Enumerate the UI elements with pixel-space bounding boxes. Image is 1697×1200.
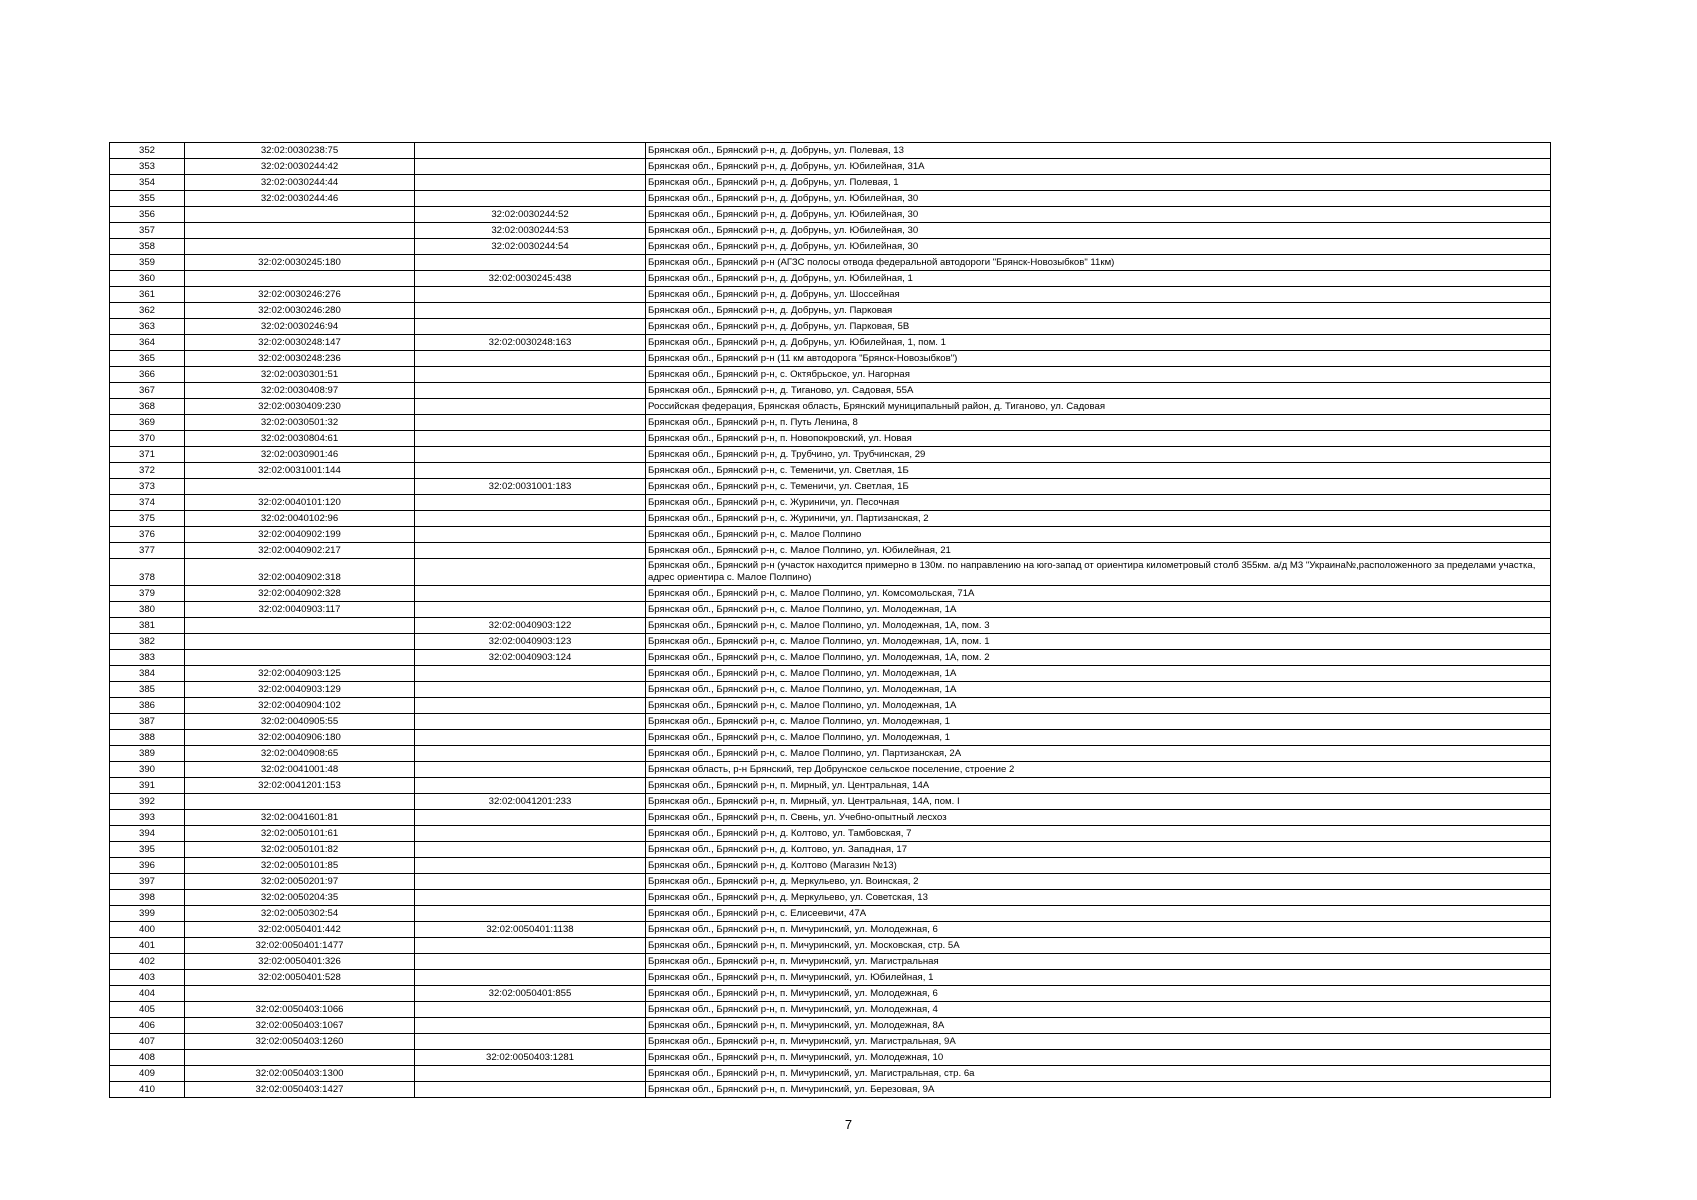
address-cell: Брянская обл., Брянский р-н, д. Добрунь, ул. Юбилейная, 30 (646, 239, 1551, 255)
premises-cadastral-number-cell: 32:02:0040903:124 (415, 650, 646, 666)
address-cell: Брянская обл., Брянский р-н, с. Малое Полпино, ул. Молодежная, 1 (646, 714, 1551, 730)
cadastral-number-cell (185, 794, 415, 810)
cadastral-number-cell (185, 618, 415, 634)
premises-cadastral-number-cell: 32:02:0031001:183 (415, 479, 646, 495)
cadastral-number-cell: 32:02:0050403:1067 (185, 1018, 415, 1034)
cadastral-number-cell: 32:02:0030245:180 (185, 255, 415, 271)
row-number-cell: 402 (110, 954, 185, 970)
row-number-cell: 399 (110, 906, 185, 922)
cadastral-number-cell: 32:02:0030408:97 (185, 383, 415, 399)
address-cell: Брянская обл., Брянский р-н, д. Добрунь, ул. Юбилейная, 31А (646, 159, 1551, 175)
cadastral-number-cell: 32:02:0050204:35 (185, 890, 415, 906)
cadastral-number-cell: 32:02:0030246:94 (185, 319, 415, 335)
cadastral-number-cell: 32:02:0040101:120 (185, 495, 415, 511)
premises-cadastral-number-cell: 32:02:0030244:52 (415, 207, 646, 223)
address-cell: Брянская обл., Брянский р-н, п. Мичуринский, ул. Молодежная, 8А (646, 1018, 1551, 1034)
premises-cadastral-number-cell (415, 602, 646, 618)
row-number-cell: 387 (110, 714, 185, 730)
table-row (110, 223, 1551, 239)
address-cell: Брянская обл., Брянский р-н, д. Добрунь, ул. Юбилейная, 1 (646, 271, 1551, 287)
table-row (110, 1034, 1551, 1050)
row-number-cell: 379 (110, 586, 185, 602)
cadastral-number-cell: 32:02:0050401:442 (185, 922, 415, 938)
premises-cadastral-number-cell (415, 415, 646, 431)
cadastral-number-cell: 32:02:0050101:85 (185, 858, 415, 874)
address-cell: Брянская обл., Брянский р-н, с. Журиничи, ул. Партизанская, 2 (646, 511, 1551, 527)
cadastral-number-cell (185, 271, 415, 287)
table-row (110, 986, 1551, 1002)
address-cell: Брянская обл., Брянский р-н, п. Мичуринский, ул. Молодежная, 10 (646, 1050, 1551, 1066)
table-body (110, 143, 1551, 1098)
table-row (110, 175, 1551, 191)
table-row (110, 714, 1551, 730)
premises-cadastral-number-cell: 32:02:0040903:123 (415, 634, 646, 650)
row-number-cell: 352 (110, 143, 185, 159)
cadastral-number-cell (185, 634, 415, 650)
row-number-cell: 368 (110, 399, 185, 415)
cadastral-number-cell: 32:02:0040905:55 (185, 714, 415, 730)
address-cell: Российская федерация, Брянская область, Брянский муниципальный район, д. Тиганово, ул. Садовая (646, 399, 1551, 415)
cadastral-number-cell: 32:02:0040903:129 (185, 682, 415, 698)
premises-cadastral-number-cell: 32:02:0040903:122 (415, 618, 646, 634)
premises-cadastral-number-cell: 32:02:0030245:438 (415, 271, 646, 287)
premises-cadastral-number-cell (415, 874, 646, 890)
address-cell: Брянская обл., Брянский р-н, д. Добрунь, ул. Парковая, 5В (646, 319, 1551, 335)
address-cell: Брянская обл., Брянский р-н, с. Теменичи, ул. Светлая, 1Б (646, 463, 1551, 479)
table-row (110, 335, 1551, 351)
table-row (110, 431, 1551, 447)
address-cell: Брянская обл., Брянский р-н, с. Малое Полпино (646, 527, 1551, 543)
premises-cadastral-number-cell (415, 399, 646, 415)
address-cell: Брянская обл., Брянский р-н, д. Колтово, ул. Тамбовская, 7 (646, 826, 1551, 842)
cadastral-number-cell (185, 650, 415, 666)
table-row (110, 650, 1551, 666)
premises-cadastral-number-cell (415, 319, 646, 335)
cadastral-number-cell (185, 239, 415, 255)
row-number-cell: 390 (110, 762, 185, 778)
address-cell: Брянская обл., Брянский р-н, п. Мичуринский, ул. Молодежная, 4 (646, 1002, 1551, 1018)
address-cell: Брянская обл., Брянский р-н, д. Добрунь, ул. Юбилейная, 30 (646, 207, 1551, 223)
address-cell: Брянская обл., Брянский р-н, д. Добрунь, ул. Парковая (646, 303, 1551, 319)
row-number-cell: 381 (110, 618, 185, 634)
row-number-cell: 356 (110, 207, 185, 223)
premises-cadastral-number-cell (415, 970, 646, 986)
table-row (110, 1050, 1551, 1066)
row-number-cell: 404 (110, 986, 185, 1002)
premises-cadastral-number-cell (415, 810, 646, 826)
row-number-cell: 396 (110, 858, 185, 874)
premises-cadastral-number-cell (415, 367, 646, 383)
table-row (110, 938, 1551, 954)
cadastral-number-cell: 32:02:0050101:61 (185, 826, 415, 842)
address-cell: Брянская обл., Брянский р-н, д. Добрунь, ул. Полевая, 13 (646, 143, 1551, 159)
cadastral-number-cell: 32:02:0041201:153 (185, 778, 415, 794)
premises-cadastral-number-cell (415, 287, 646, 303)
row-number-cell: 365 (110, 351, 185, 367)
table-row (110, 954, 1551, 970)
premises-cadastral-number-cell: 32:02:0030244:53 (415, 223, 646, 239)
table-row (110, 191, 1551, 207)
row-number-cell: 383 (110, 650, 185, 666)
cadastral-number-cell: 32:02:0050401:326 (185, 954, 415, 970)
premises-cadastral-number-cell (415, 511, 646, 527)
table-row (110, 287, 1551, 303)
row-number-cell: 369 (110, 415, 185, 431)
address-cell: Брянская обл., Брянский р-н, с. Малое Полпино, ул. Юбилейная, 21 (646, 543, 1551, 559)
cadastral-number-cell: 32:02:0030901:46 (185, 447, 415, 463)
premises-cadastral-number-cell (415, 463, 646, 479)
address-cell: Брянская область, р-н Брянский, тер Добрунское сельское поселение, строение 2 (646, 762, 1551, 778)
row-number-cell: 393 (110, 810, 185, 826)
address-cell: Брянская обл., Брянский р-н, п. Мичуринский, ул. Молодежная, 6 (646, 922, 1551, 938)
premises-cadastral-number-cell (415, 255, 646, 271)
row-number-cell: 392 (110, 794, 185, 810)
row-number-cell: 380 (110, 602, 185, 618)
page-number: 7 (844, 1117, 853, 1132)
cadastral-number-cell: 32:02:0030238:75 (185, 143, 415, 159)
cadastral-number-cell: 32:02:0030409:230 (185, 399, 415, 415)
row-number-cell: 408 (110, 1050, 185, 1066)
cadastral-number-cell: 32:02:0030244:42 (185, 159, 415, 175)
cadastral-number-cell (185, 1050, 415, 1066)
address-cell: Брянская обл., Брянский р-н, с. Малое Полпино, ул. Молодежная, 1А (646, 666, 1551, 682)
cadastral-number-cell: 32:02:0040902:328 (185, 586, 415, 602)
address-cell: Брянская обл., Брянский р-н, д. Меркульево, ул. Воинская, 2 (646, 874, 1551, 890)
premises-cadastral-number-cell (415, 682, 646, 698)
table-row (110, 495, 1551, 511)
premises-cadastral-number-cell (415, 954, 646, 970)
table-row (110, 415, 1551, 431)
address-cell: Брянская обл., Брянский р-н, п. Мичуринский, ул. Молодежная, 6 (646, 986, 1551, 1002)
table-row (110, 143, 1551, 159)
address-cell: Брянская обл., Брянский р-н, с. Малое Полпино, ул. Комсомольская, 71А (646, 586, 1551, 602)
address-cell: Брянская обл., Брянский р-н, п. Мичуринский, ул. Московская, стр. 5А (646, 938, 1551, 954)
table-row (110, 842, 1551, 858)
row-number-cell: 374 (110, 495, 185, 511)
cadastral-number-cell: 32:02:0030244:46 (185, 191, 415, 207)
cadastral-number-cell: 32:02:0040904:102 (185, 698, 415, 714)
row-number-cell: 391 (110, 778, 185, 794)
address-cell: Брянская обл., Брянский р-н, д. Колтово, ул. Западная, 17 (646, 842, 1551, 858)
address-cell: Брянская обл., Брянский р-н, с. Теменичи, ул. Светлая, 1Б (646, 479, 1551, 495)
row-number-cell: 358 (110, 239, 185, 255)
table-row (110, 559, 1551, 586)
table-row (110, 367, 1551, 383)
table-row (110, 1002, 1551, 1018)
address-cell: Брянская обл., Брянский р-н, д. Добрунь, ул. Юбилейная, 30 (646, 191, 1551, 207)
table-row (110, 890, 1551, 906)
row-number-cell: 375 (110, 511, 185, 527)
address-cell: Брянская обл., Брянский р-н, с. Малое Полпино, ул. Молодежная, 1 (646, 730, 1551, 746)
premises-cadastral-number-cell (415, 730, 646, 746)
address-cell: Брянская обл., Брянский р-н, п. Мичуринский, ул. Магистральная, стр. 6а (646, 1066, 1551, 1082)
row-number-cell: 362 (110, 303, 185, 319)
address-cell: Брянская обл., Брянский р-н, п. Свень, ул. Учебно-опытный лесхоз (646, 810, 1551, 826)
table-row (110, 970, 1551, 986)
table-row (110, 303, 1551, 319)
table-row (110, 794, 1551, 810)
row-number-cell: 357 (110, 223, 185, 239)
cadastral-number-cell: 32:02:0041001:48 (185, 762, 415, 778)
row-number-cell: 385 (110, 682, 185, 698)
cadastral-number-cell: 32:02:0030248:236 (185, 351, 415, 367)
premises-cadastral-number-cell: 32:02:0050401:1138 (415, 922, 646, 938)
row-number-cell: 376 (110, 527, 185, 543)
premises-cadastral-number-cell: 32:02:0030244:54 (415, 239, 646, 255)
cadastral-number-cell: 32:02:0040902:318 (185, 559, 415, 586)
premises-cadastral-number-cell (415, 159, 646, 175)
table-row (110, 255, 1551, 271)
cadastral-number-cell: 32:02:0050401:528 (185, 970, 415, 986)
cadastral-number-cell: 32:02:0030244:44 (185, 175, 415, 191)
address-cell: Брянская обл., Брянский р-н, д. Тиганово, ул. Садовая, 55А (646, 383, 1551, 399)
row-number-cell: 397 (110, 874, 185, 890)
table-row (110, 543, 1551, 559)
premises-cadastral-number-cell (415, 906, 646, 922)
address-cell: Брянская обл., Брянский р-н, с. Малое Полпино, ул. Молодежная, 1А (646, 698, 1551, 714)
cadastral-number-cell (185, 986, 415, 1002)
cadastral-number-cell: 32:02:0040102:96 (185, 511, 415, 527)
premises-cadastral-number-cell (415, 559, 646, 586)
row-number-cell: 406 (110, 1018, 185, 1034)
cadastral-number-cell: 32:02:0040902:217 (185, 543, 415, 559)
address-cell: Брянская обл., Брянский р-н, с. Малое Полпино, ул. Молодежная, 1А, пом. 1 (646, 634, 1551, 650)
address-cell: Брянская обл., Брянский р-н, с. Журиничи, ул. Песочная (646, 495, 1551, 511)
row-number-cell: 371 (110, 447, 185, 463)
table-row (110, 682, 1551, 698)
row-number-cell: 384 (110, 666, 185, 682)
address-cell: Брянская обл., Брянский р-н, д. Добрунь, ул. Юбилейная, 1, пом. 1 (646, 335, 1551, 351)
table-row (110, 319, 1551, 335)
row-number-cell: 407 (110, 1034, 185, 1050)
cadastral-number-cell: 32:02:0040903:125 (185, 666, 415, 682)
address-cell: Брянская обл., Брянский р-н, д. Добрунь, ул. Шоссейная (646, 287, 1551, 303)
table-row (110, 511, 1551, 527)
address-cell: Брянская обл., Брянский р-н, с. Малое Полпино, ул. Молодежная, 1А (646, 682, 1551, 698)
premises-cadastral-number-cell (415, 698, 646, 714)
address-cell: Брянская обл., Брянский р-н (участок находится примерно в 130м. по направлению на юго-запад от ориентира километровый столб 355км. а/д М3 "Украина№,расположенного за пределами участка, адрес ориентира с. Малое Полпино) (646, 559, 1551, 586)
premises-cadastral-number-cell: 32:02:0050403:1281 (415, 1050, 646, 1066)
row-number-cell: 388 (110, 730, 185, 746)
premises-cadastral-number-cell (415, 495, 646, 511)
address-cell: Брянская обл., Брянский р-н (АГЗС полосы отвода федеральной автодороги "Брянск-Новозыбков" 11км) (646, 255, 1551, 271)
cadastral-number-cell: 32:02:0031001:144 (185, 463, 415, 479)
premises-cadastral-number-cell (415, 714, 646, 730)
cadastral-number-cell: 32:02:0050403:1066 (185, 1002, 415, 1018)
premises-cadastral-number-cell: 32:02:0050401:855 (415, 986, 646, 1002)
address-cell: Брянская обл., Брянский р-н, п. Мирный, ул. Центральная, 14А, пом. I (646, 794, 1551, 810)
table-row (110, 810, 1551, 826)
table-row (110, 730, 1551, 746)
cadastral-number-cell: 32:02:0050403:1260 (185, 1034, 415, 1050)
row-number-cell: 364 (110, 335, 185, 351)
cadastral-number-cell: 32:02:0030246:276 (185, 287, 415, 303)
table-row (110, 634, 1551, 650)
row-number-cell: 353 (110, 159, 185, 175)
cadastral-number-cell: 32:02:0050101:82 (185, 842, 415, 858)
address-cell: Брянская обл., Брянский р-н, с. Малое Полпино, ул. Молодежная, 1А (646, 602, 1551, 618)
table-row (110, 1018, 1551, 1034)
address-cell: Брянская обл., Брянский р-н, д. Добрунь, ул. Юбилейная, 30 (646, 223, 1551, 239)
address-cell: Брянская обл., Брянский р-н, п. Путь Ленина, 8 (646, 415, 1551, 431)
table-row (110, 207, 1551, 223)
address-cell: Брянская обл., Брянский р-н, п. Мичуринский, ул. Магистральная, 9А (646, 1034, 1551, 1050)
address-cell: Брянская обл., Брянский р-н (11 км автодорога "Брянск-Новозыбков") (646, 351, 1551, 367)
row-number-cell: 360 (110, 271, 185, 287)
row-number-cell: 394 (110, 826, 185, 842)
cadastral-number-cell: 32:02:0040908:65 (185, 746, 415, 762)
premises-cadastral-number-cell (415, 858, 646, 874)
premises-cadastral-number-cell: 32:02:0030248:163 (415, 335, 646, 351)
row-number-cell: 359 (110, 255, 185, 271)
row-number-cell: 398 (110, 890, 185, 906)
table-row (110, 447, 1551, 463)
premises-cadastral-number-cell (415, 842, 646, 858)
row-number-cell: 354 (110, 175, 185, 191)
premises-cadastral-number-cell (415, 303, 646, 319)
cadastral-number-cell (185, 479, 415, 495)
address-cell: Брянская обл., Брянский р-н, п. Мичуринский, ул. Магистральная (646, 954, 1551, 970)
premises-cadastral-number-cell (415, 586, 646, 602)
table-row (110, 527, 1551, 543)
table-row (110, 778, 1551, 794)
table-row (110, 858, 1551, 874)
row-number-cell: 378 (110, 559, 185, 586)
cadastral-number-cell: 32:02:0050403:1300 (185, 1066, 415, 1082)
table-row (110, 271, 1551, 287)
row-number-cell: 389 (110, 746, 185, 762)
row-number-cell: 382 (110, 634, 185, 650)
table-row (110, 698, 1551, 714)
table-row (110, 383, 1551, 399)
table-row (110, 922, 1551, 938)
table-row (110, 159, 1551, 175)
cadastral-number-cell: 32:02:0030501:32 (185, 415, 415, 431)
cadastral-number-cell: 32:02:0040906:180 (185, 730, 415, 746)
row-number-cell: 409 (110, 1066, 185, 1082)
cadastral-number-cell: 32:02:0030804:61 (185, 431, 415, 447)
premises-cadastral-number-cell (415, 746, 646, 762)
premises-cadastral-number-cell (415, 191, 646, 207)
row-number-cell: 367 (110, 383, 185, 399)
row-number-cell: 361 (110, 287, 185, 303)
table-row (110, 479, 1551, 495)
premises-cadastral-number-cell (415, 1066, 646, 1082)
premises-cadastral-number-cell (415, 826, 646, 842)
table-row (110, 1066, 1551, 1082)
cadastral-number-cell: 32:02:0041601:81 (185, 810, 415, 826)
premises-cadastral-number-cell: 32:02:0041201:233 (415, 794, 646, 810)
table-row (110, 239, 1551, 255)
address-cell: Брянская обл., Брянский р-н, п. Мичуринский, ул. Березовая, 9А (646, 1082, 1551, 1098)
cadastral-number-cell: 32:02:0050403:1427 (185, 1082, 415, 1098)
address-cell: Брянская обл., Брянский р-н, д. Меркульево, ул. Советская, 13 (646, 890, 1551, 906)
address-cell: Брянская обл., Брянский р-н, д. Колтово (Магазин №13) (646, 858, 1551, 874)
table-row (110, 602, 1551, 618)
row-number-cell: 386 (110, 698, 185, 714)
row-number-cell: 403 (110, 970, 185, 986)
table-row (110, 746, 1551, 762)
premises-cadastral-number-cell (415, 1034, 646, 1050)
cadastral-number-cell: 32:02:0040903:117 (185, 602, 415, 618)
address-cell: Брянская обл., Брянский р-н, с. Малое Полпино, ул. Молодежная, 1А, пом. 3 (646, 618, 1551, 634)
cadastral-number-cell: 32:02:0050302:54 (185, 906, 415, 922)
row-number-cell: 395 (110, 842, 185, 858)
cadastral-number-cell: 32:02:0030301:51 (185, 367, 415, 383)
cadastral-number-cell: 32:02:0050401:1477 (185, 938, 415, 954)
row-number-cell: 373 (110, 479, 185, 495)
cadastral-number-cell (185, 207, 415, 223)
table-row (110, 399, 1551, 415)
table-row (110, 463, 1551, 479)
premises-cadastral-number-cell (415, 383, 646, 399)
row-number-cell: 355 (110, 191, 185, 207)
premises-cadastral-number-cell (415, 527, 646, 543)
premises-cadastral-number-cell (415, 143, 646, 159)
row-number-cell: 370 (110, 431, 185, 447)
address-cell: Брянская обл., Брянский р-н, с. Октябрьское, ул. Нагорная (646, 367, 1551, 383)
address-cell: Брянская обл., Брянский р-н, с. Елисеевичи, 47А (646, 906, 1551, 922)
address-cell: Брянская обл., Брянский р-н, п. Новопокровский, ул. Новая (646, 431, 1551, 447)
table-row (110, 874, 1551, 890)
address-cell: Брянская обл., Брянский р-н, д. Добрунь, ул. Полевая, 1 (646, 175, 1551, 191)
cadastral-number-cell: 32:02:0040902:199 (185, 527, 415, 543)
address-cell: Брянская обл., Брянский р-н, с. Малое Полпино, ул. Молодежная, 1А, пом. 2 (646, 650, 1551, 666)
premises-cadastral-number-cell (415, 1002, 646, 1018)
property-registry-table (109, 142, 1551, 1098)
premises-cadastral-number-cell (415, 666, 646, 682)
premises-cadastral-number-cell (415, 175, 646, 191)
table-row (110, 351, 1551, 367)
address-cell: Брянская обл., Брянский р-н, с. Малое Полпино, ул. Партизанская, 2А (646, 746, 1551, 762)
table-row (110, 762, 1551, 778)
cadastral-number-cell (185, 223, 415, 239)
cadastral-number-cell: 32:02:0030248:147 (185, 335, 415, 351)
premises-cadastral-number-cell (415, 1082, 646, 1098)
table-row (110, 666, 1551, 682)
table-row (110, 906, 1551, 922)
row-number-cell: 363 (110, 319, 185, 335)
premises-cadastral-number-cell (415, 431, 646, 447)
table-row (110, 618, 1551, 634)
premises-cadastral-number-cell (415, 778, 646, 794)
premises-cadastral-number-cell (415, 447, 646, 463)
table-row (110, 826, 1551, 842)
address-cell: Брянская обл., Брянский р-н, п. Мичуринский, ул. Юбилейная, 1 (646, 970, 1551, 986)
row-number-cell: 366 (110, 367, 185, 383)
table-row (110, 586, 1551, 602)
row-number-cell: 377 (110, 543, 185, 559)
row-number-cell: 372 (110, 463, 185, 479)
cadastral-number-cell: 32:02:0030246:280 (185, 303, 415, 319)
premises-cadastral-number-cell (415, 938, 646, 954)
premises-cadastral-number-cell (415, 762, 646, 778)
row-number-cell: 410 (110, 1082, 185, 1098)
premises-cadastral-number-cell (415, 351, 646, 367)
premises-cadastral-number-cell (415, 1018, 646, 1034)
premises-cadastral-number-cell (415, 543, 646, 559)
cadastral-number-cell: 32:02:0050201:97 (185, 874, 415, 890)
table-row (110, 1082, 1551, 1098)
premises-cadastral-number-cell (415, 890, 646, 906)
address-cell: Брянская обл., Брянский р-н, п. Мирный, ул. Центральная, 14А (646, 778, 1551, 794)
row-number-cell: 401 (110, 938, 185, 954)
row-number-cell: 405 (110, 1002, 185, 1018)
row-number-cell: 400 (110, 922, 185, 938)
address-cell: Брянская обл., Брянский р-н, д. Трубчино, ул. Трубчинская, 29 (646, 447, 1551, 463)
